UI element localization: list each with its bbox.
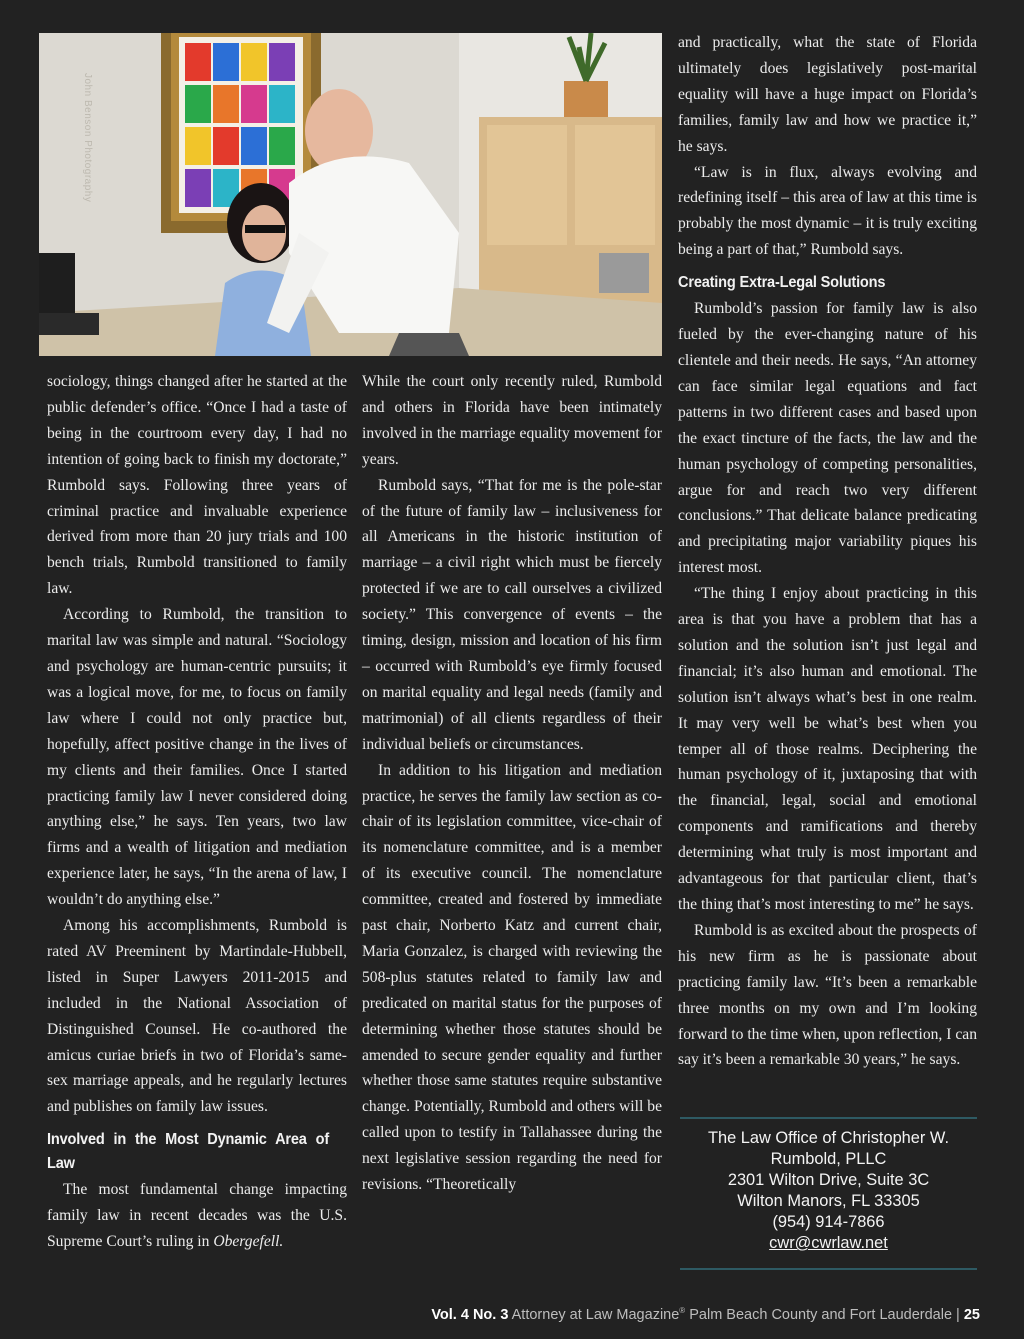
article-column-1 <box>47 369 347 1255</box>
email-link[interactable]: cwr@cwrlaw.net <box>769 1234 888 1252</box>
photo-credit: John Benson Photography <box>82 73 93 203</box>
paragraph: Among his accomplishments, Rumbold is rated AV Preeminent by Martindale-Hubbell, listed in Super Lawyers 2011-2015 and included in the National Association of Distinguished Counsel. He co-authored the amicus curiae briefs in two of Florida’s same-sex marriage appeals, and he regularly lectures and publishes on family law issues. <box>47 917 347 1116</box>
firm-name-line-2: Rumbold, PLLC <box>770 1150 887 1168</box>
edition-name: Palm Beach County and Fort Lauderdale <box>689 1306 953 1323</box>
paragraph: “Law is in flux, always evolving and redefining itself – this area of law at this time is probably the most dynamic – it is truly exciting being a part of that,” Rumbold says. <box>678 163 977 259</box>
contact-rule-top <box>680 1117 977 1119</box>
paragraph: Rumbold’s passion for family law is also fueled by the ever-changing nature of his clientele and their needs. He says, “An attorney can face similar legal equations and fact patterns in two different cases and based upon the exact tincture of the facts, the law and the human psychology of competing personalities, argue for and reach two very different conclusions.” That delicate balance predicating and precipitating major variability piques his interest most. <box>678 300 977 577</box>
article-column-3 <box>678 30 977 1073</box>
address-line-2: Wilton Manors, FL 33305 <box>737 1192 920 1210</box>
section-heading: Creating Extra-Legal Solutions <box>678 274 886 292</box>
address-line-1: 2301 Wilton Drive, Suite 3C <box>727 1171 930 1189</box>
volume-label: Vol. 4 No. 3 <box>431 1306 509 1323</box>
registered-mark: ® <box>679 1306 686 1315</box>
paragraph: and practically, what the state of Florida ultimately does legislatively post-marital equality will have a huge impact on Florida’s families, family law and how we practice it,” he says. <box>678 34 977 155</box>
article-photo <box>39 33 662 356</box>
magazine-name: Attorney at Law Magazine <box>511 1306 680 1323</box>
paragraph <box>47 1177 347 1255</box>
paragraph: Rumbold is as excited about the prospects of his new firm as he is passionate about practicing family law. “It’s been a remarkable three months on my own and I’m looking forward to the time when, upon reflection, I can say it’s been a remarkable 30 years,” he says. <box>678 921 977 1069</box>
paragraph-text: The most fundamental change impacting family law in recent decades was the U.S. Supreme Court’s ruling in <box>47 1181 347 1251</box>
contact-rule-bottom <box>680 1268 977 1270</box>
case-name: Obergefell. <box>213 1233 284 1251</box>
phone-number: (954) 914-7866 <box>772 1213 885 1231</box>
section-heading: Involved in the Most Dynamic Area of Law <box>47 1131 329 1173</box>
page-number: 25 <box>963 1306 980 1323</box>
paragraph: sociology, things changed after he started at the public defender’s office. “Once I had a taste of being in the courtroom every day, I had no intention of going back to finish my doctorate,” Rumbold says. Following three years of criminal practice and invaluable experience derived from more than 20 jury trials and 100 bench trials, Rumbold transitioned to family law. <box>47 373 347 598</box>
article-column-2 <box>362 369 662 1198</box>
contact-box <box>680 1128 977 1254</box>
paragraph: “The thing I enjoy about practicing in this area is that you have a problem that has a solution and the solution isn’t just legal and financial; it’s also human and emotional. The solution isn’t always what’s best in one realm. It may very well be what’s best when you temper all of those realms. Deciphering the human psychology of it, juxtaposing that with the financial, legal, social and emotional components and ramifications and thereby determining what truly is most important and advantageous for that particular client, that’s the thing that’s most interesting to me” he says. <box>678 585 977 913</box>
paragraph: In addition to his litigation and mediation practice, he serves the family law section as co-chair of its legislation committee, vice-chair of its nomenclature committee, and is a member of its executive council. The nomenclature committee, created and fostered by immediate past chair, Norberto Katz and current chair, Maria Gonzalez, is charged with reviewing the 508-plus statutes related to family law and predicated on marital status for the purposes of determining whether those statutes should be amended to secure gender equality and further whether those same statutes require substantive change. Potentially, Rumbold and others will be called upon to testify in Tallahassee during the next legislative session regarding the need for revisions. “Theoretically <box>362 761 662 1194</box>
page-footer <box>431 1306 980 1323</box>
paragraph: Rumbold says, “That for me is the pole-star of the future of family law – inclusiveness for all Americans in the historic institution of marriage – a civil right which must be fiercely protected if we are to call ourselves a civilized society.” This convergence of events – the timing, design, mission and location of his firm – occurred with Rumbold’s eye firmly focused on marital equality and legal needs (family and matrimonial) of all clients regardless of their individual beliefs or circumstances. <box>362 476 662 753</box>
photo-illustration <box>39 33 662 356</box>
paragraph: According to Rumbold, the transition to marital law was simple and natural. “Sociology and psychology are human-centric pursuits; it was a logical move, for me, to focus on family law where I could not only practice but, hopefully, affect positive change in the lives of my clients and their families. Once I started practicing family law I never considered doing anything else,” he says. Ten years, two law firms and a wealth of litigation and mediation experience later, he says, “In the arena of law, I wouldn’t do anything else.” <box>47 606 347 909</box>
footer-separator: | <box>956 1306 960 1323</box>
firm-name-line-1: The Law Office of Christopher W. <box>707 1129 950 1147</box>
paragraph: While the court only recently ruled, Rumbold and others in Florida have been intimately involved in the marriage equality movement for years. <box>362 373 662 468</box>
